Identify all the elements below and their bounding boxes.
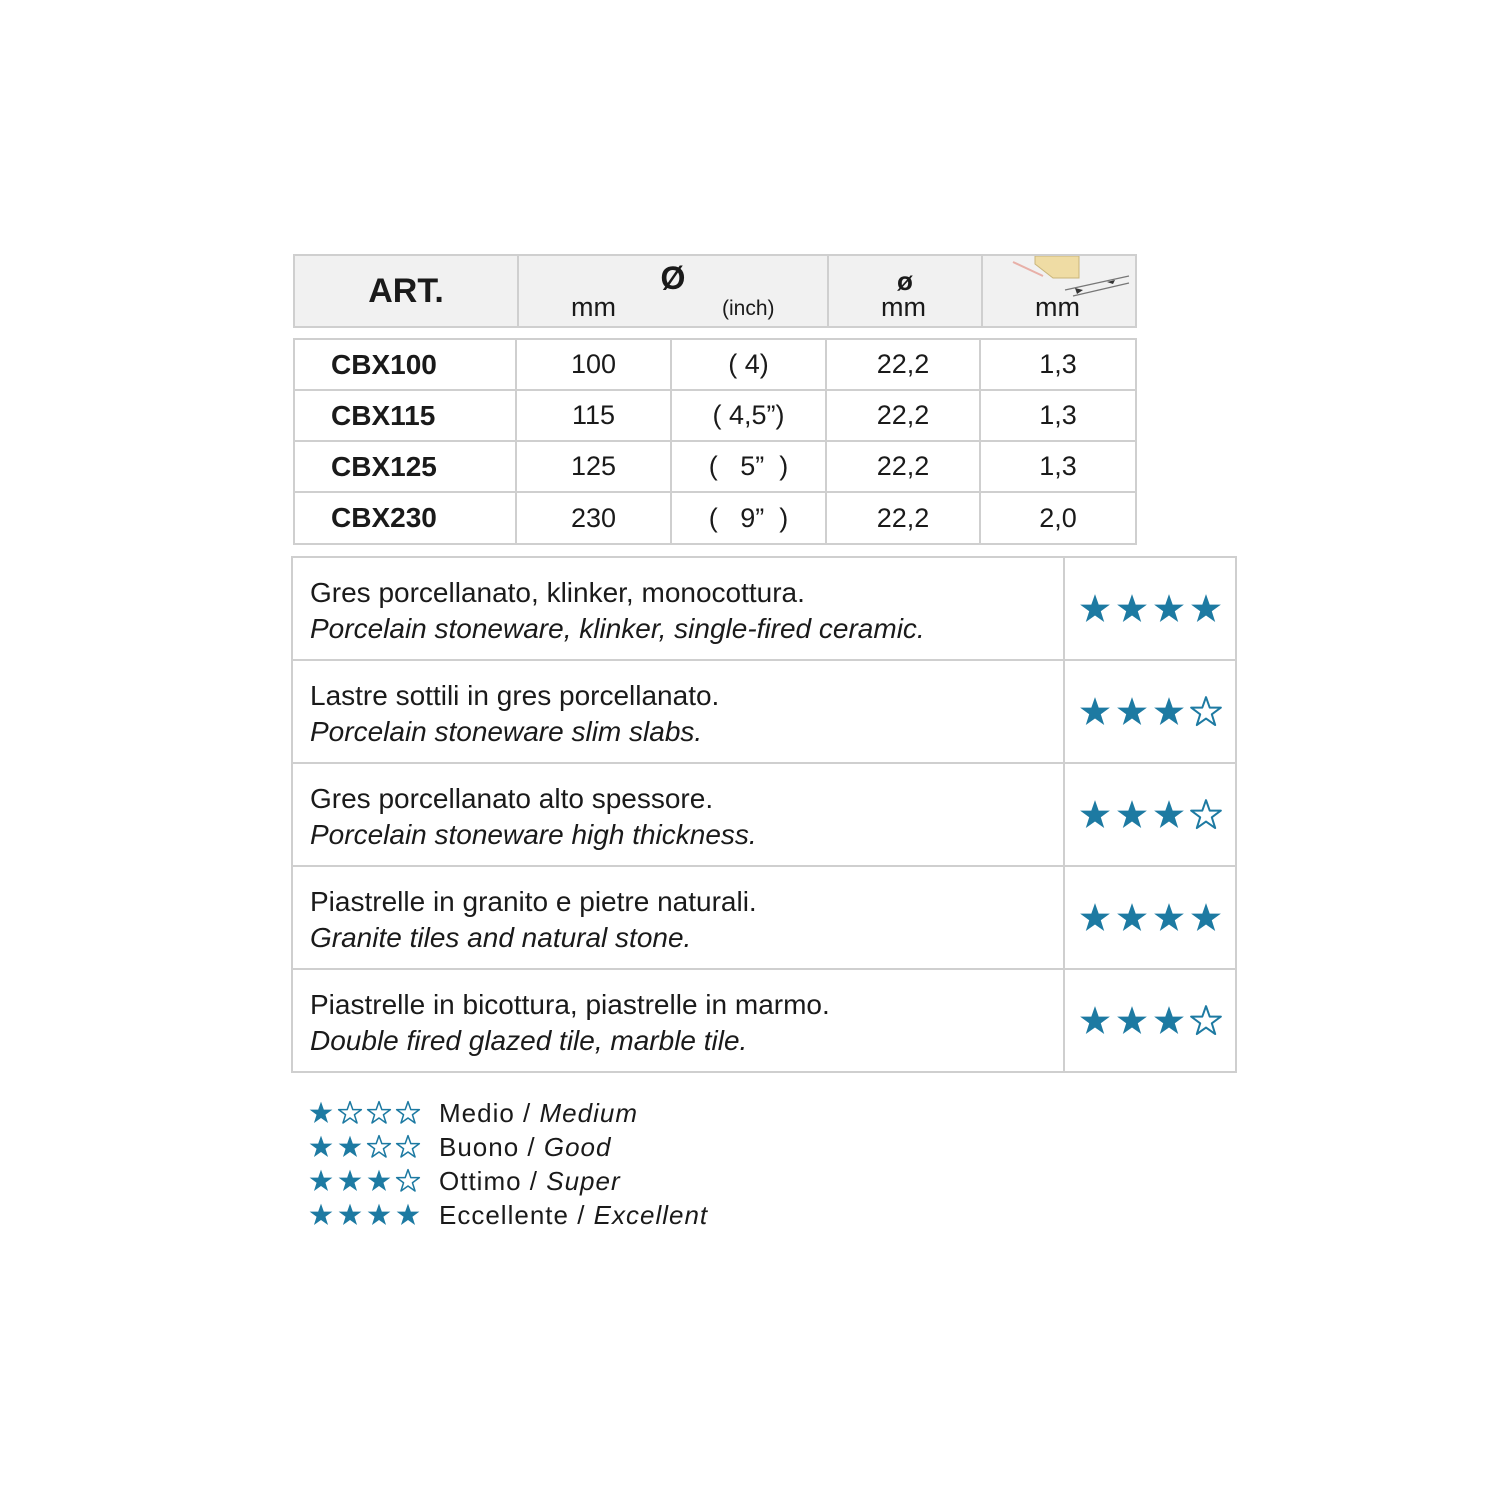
legend-label-it: Buono (439, 1131, 520, 1162)
star-outline-icon (1189, 1004, 1223, 1038)
star-rating (1078, 901, 1223, 935)
article-code: CBX125 (295, 442, 517, 491)
star-filled-icon (1115, 901, 1149, 935)
legend-separator: / (514, 1097, 540, 1128)
legend-item (308, 1096, 708, 1130)
diameter-inch: ( 4) (672, 340, 827, 389)
bore-mm: 22,2 (827, 391, 981, 440)
star-filled-icon (337, 1202, 363, 1228)
material-description (293, 558, 1065, 659)
star-filled-icon (1152, 592, 1186, 626)
header-bore (829, 256, 983, 326)
star-filled-icon (1189, 901, 1223, 935)
thickness-mm: 1,3 (1039, 400, 1077, 430)
material-name-en: Granite tiles and natural stone. (310, 922, 692, 953)
material-row (293, 661, 1235, 764)
header-diameter-mm: mm (571, 292, 616, 322)
material-description (293, 970, 1065, 1071)
star-rating (1078, 592, 1223, 626)
diameter-inch: ( 4,5”) (672, 391, 827, 440)
diameter-mm: 115 (517, 391, 672, 440)
star-filled-icon (366, 1202, 392, 1228)
legend-label-it: Ottimo (439, 1165, 522, 1196)
diameter-inch: ( 9” ) (672, 493, 827, 543)
star-filled-icon (1115, 1004, 1149, 1038)
legend-label-it: Eccellente (439, 1199, 569, 1230)
star-outline-icon (1189, 798, 1223, 832)
bore-mm: 22,2 (827, 442, 981, 491)
material-description (293, 661, 1065, 762)
legend-item (308, 1164, 708, 1198)
material-description (293, 867, 1065, 968)
legend-label (439, 1098, 638, 1129)
thickness-mm: 2,0 (1039, 502, 1077, 533)
bore-symbol: ø (897, 266, 913, 296)
spec-table (293, 254, 1137, 545)
thickness-mm: 1,3 (1039, 451, 1077, 481)
diameter-symbol: Ø (660, 260, 686, 296)
star-outline-icon (366, 1134, 392, 1160)
legend-label-en: Medium (539, 1097, 638, 1128)
material-rating (1065, 558, 1235, 659)
star-outline-icon (1189, 695, 1223, 729)
material-rating (1065, 661, 1235, 762)
diameter-mm: 125 (517, 442, 672, 491)
diameter-mm: 230 (517, 493, 672, 543)
star-rating (308, 1168, 439, 1194)
legend-label-en: Excellent (593, 1199, 709, 1230)
legend-separator: / (568, 1199, 594, 1230)
material-rating (1065, 867, 1235, 968)
diameter-mm: 100 (517, 340, 672, 389)
star-rating (1078, 798, 1223, 832)
material-row (293, 558, 1235, 661)
table-row (295, 391, 1135, 442)
star-filled-icon (1078, 1004, 1112, 1038)
legend-label (439, 1166, 621, 1197)
star-filled-icon (1152, 798, 1186, 832)
legend-label (439, 1200, 708, 1231)
star-rating (308, 1134, 439, 1160)
star-outline-icon (366, 1100, 392, 1126)
material-name-en: Porcelain stoneware high thickness. (310, 819, 757, 850)
material-name-en: Double fired glazed tile, marble tile. (310, 1025, 748, 1056)
star-filled-icon (1152, 1004, 1186, 1038)
bore-mm: 22,2 (827, 493, 981, 543)
star-filled-icon (366, 1168, 392, 1194)
materials-table (291, 556, 1237, 1073)
star-outline-icon (395, 1168, 421, 1194)
spec-table-header (293, 254, 1137, 328)
header-thickness (983, 256, 1139, 326)
star-rating (1078, 1004, 1223, 1038)
thickness-mm: 1,3 (1039, 349, 1077, 379)
material-rating (1065, 764, 1235, 865)
rating-legend (308, 1096, 708, 1232)
star-filled-icon (308, 1202, 334, 1228)
legend-label-en: Good (543, 1131, 612, 1162)
table-row (295, 493, 1135, 543)
material-name-it: Lastre sottili in gres porcellanato. (310, 680, 720, 711)
legend-label-it: Medio (439, 1097, 515, 1128)
diameter-inch: ( 5” ) (672, 442, 827, 491)
legend-item (308, 1130, 708, 1164)
legend-item (308, 1198, 708, 1232)
bore-mm: 22,2 (827, 340, 981, 389)
legend-label (439, 1132, 611, 1163)
material-row (293, 970, 1235, 1071)
table-row (295, 442, 1135, 493)
star-filled-icon (1152, 901, 1186, 935)
star-rating (308, 1202, 439, 1228)
header-thickness-mm: mm (1035, 292, 1080, 322)
star-filled-icon (1189, 592, 1223, 626)
article-code: CBX100 (295, 340, 517, 389)
star-filled-icon (337, 1168, 363, 1194)
material-row (293, 867, 1235, 970)
star-filled-icon (395, 1202, 421, 1228)
material-description (293, 764, 1065, 865)
star-filled-icon (308, 1134, 334, 1160)
star-rating (1078, 695, 1223, 729)
material-name-en: Porcelain stoneware, klinker, single-fired ceramic. (310, 613, 925, 644)
spec-table-body (293, 338, 1137, 545)
legend-separator: / (519, 1131, 544, 1162)
material-name-en: Porcelain stoneware slim slabs. (310, 716, 703, 747)
article-code: CBX230 (295, 493, 517, 543)
material-name-it: Gres porcellanato, klinker, monocottura. (310, 577, 805, 608)
material-name-it: Piastrelle in bicottura, piastrelle in marmo. (310, 989, 830, 1020)
star-filled-icon (1078, 798, 1112, 832)
material-name-it: Gres porcellanato alto spessore. (310, 783, 714, 814)
header-art: ART. (295, 256, 519, 326)
header-bore-mm: mm (881, 292, 926, 322)
star-filled-icon (308, 1100, 334, 1126)
header-diameter-inch: (inch) (722, 297, 775, 320)
star-outline-icon (395, 1134, 421, 1160)
star-outline-icon (337, 1100, 363, 1126)
star-filled-icon (1115, 592, 1149, 626)
star-filled-icon (1115, 695, 1149, 729)
star-filled-icon (1152, 695, 1186, 729)
header-diameter (519, 256, 829, 326)
star-filled-icon (337, 1134, 363, 1160)
legend-label-en: Super (546, 1165, 621, 1196)
star-filled-icon (1078, 592, 1112, 626)
material-row (293, 764, 1235, 867)
material-name-it: Piastrelle in granito e pietre naturali. (310, 886, 757, 917)
legend-separator: / (521, 1165, 547, 1196)
star-filled-icon (1078, 695, 1112, 729)
star-filled-icon (1078, 901, 1112, 935)
star-rating (308, 1100, 439, 1126)
table-row (295, 340, 1135, 391)
star-outline-icon (395, 1100, 421, 1126)
star-filled-icon (308, 1168, 334, 1194)
star-filled-icon (1115, 798, 1149, 832)
article-code: CBX115 (295, 391, 517, 440)
material-rating (1065, 970, 1235, 1071)
